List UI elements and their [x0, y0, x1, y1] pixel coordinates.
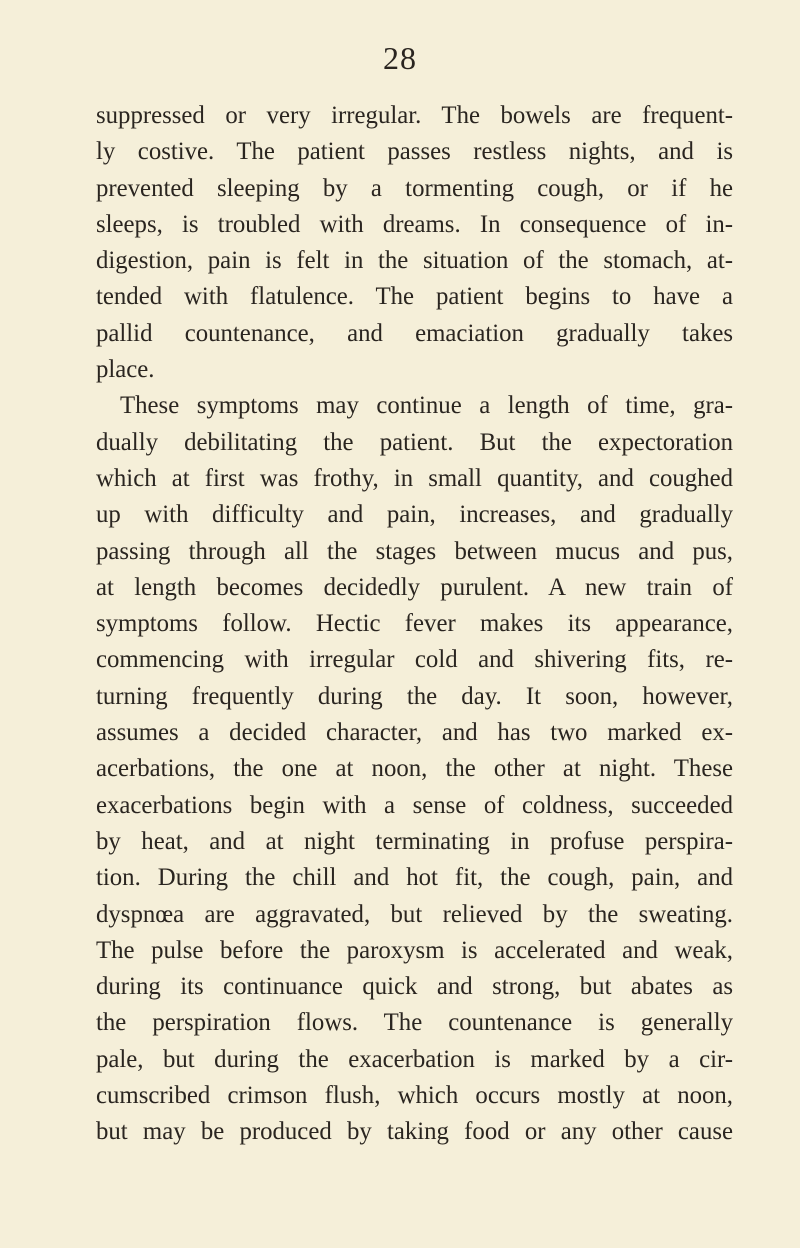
text-line: symptoms follow. Hectic fever makes its appearance,: [96, 610, 733, 638]
text-line: turning frequently during the day. It soon, however,: [96, 682, 733, 710]
text-line: place.: [96, 356, 155, 384]
text-line: pallid countenance, and emaciation gradually takes: [96, 319, 733, 347]
text-line: at length becomes decidedly purulent. A new train of: [96, 573, 733, 601]
text-line: pale, but during the exacerbation is marked by a cir-: [96, 1045, 733, 1073]
text-line: dyspnœa are aggravated, but relieved by the sweating.: [96, 900, 733, 928]
text-line: sleeps, is troubled with dreams. In consequence of in-: [96, 210, 733, 238]
text-line: acerbations, the one at noon, the other at night. These: [96, 755, 733, 783]
text-line: by heat, and at night terminating in profuse perspira-: [96, 827, 733, 855]
text-line: assumes a decided character, and has two marked ex-: [96, 719, 733, 747]
text-line: tion. During the chill and hot fit, the cough, pain, and: [96, 864, 733, 892]
page-number: 28: [383, 40, 417, 76]
text-line: exacerbations begin with a sense of coldness, succeeded: [96, 791, 733, 819]
text-line: but may be produced by taking food or any other cause: [96, 1118, 733, 1146]
text-line: during its continuance quick and strong, but abates as: [96, 973, 733, 1001]
text-line: dually debilitating the patient. But the expectoration: [96, 428, 733, 456]
text-line: digestion, pain is felt in the situation of the stomach, at-: [96, 247, 733, 275]
text-line: suppressed or very irregular. The bowels are frequent-: [96, 102, 733, 129]
paragraph-start-line: These symptoms may continue a length of time, gra-: [120, 392, 733, 420]
text-line: tended with flatulence. The patient begins to have a: [96, 283, 733, 311]
text-line: prevented sleeping by a tormenting cough, or if he: [96, 174, 733, 202]
text-line: ly costive. The patient passes restless nights, and is: [96, 138, 733, 166]
body-text: [96, 98, 733, 1151]
text-line: The pulse before the paroxysm is accelerated and weak,: [96, 936, 733, 964]
text-line: up with difficulty and pain, increases, and gradually: [96, 501, 733, 529]
text-line: the perspiration flows. The countenance is generally: [96, 1009, 733, 1037]
text-line: which at first was frothy, in small quantity, and coughed: [96, 464, 733, 492]
text-line: cumscribed crimson flush, which occurs mostly at noon,: [96, 1082, 733, 1110]
text-line: commencing with irregular cold and shivering fits, re-: [96, 646, 733, 674]
text-line: passing through all the stages between mucus and pus,: [96, 537, 733, 565]
